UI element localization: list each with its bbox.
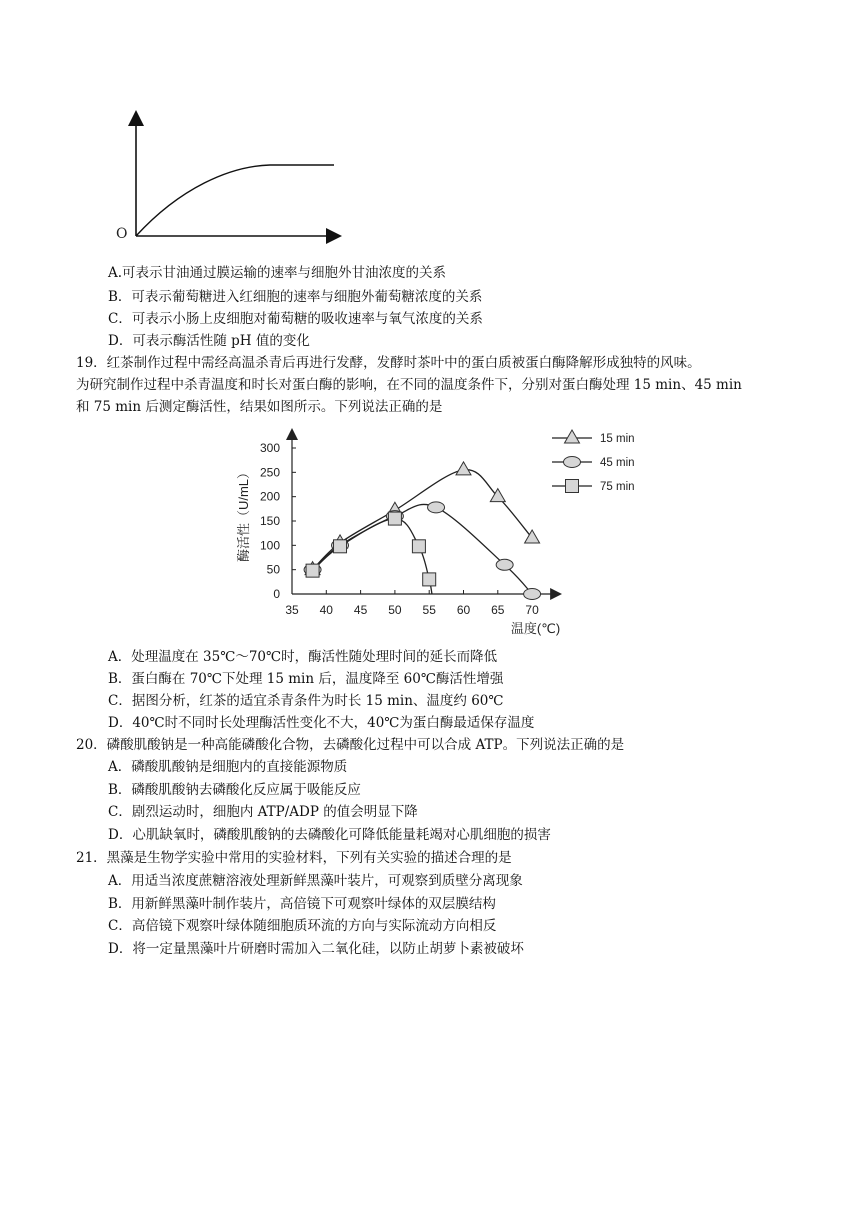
q19-stem-line-2: 为研究制作过程中杀青温度和时长对蛋白酶的影响，在不同的温度条件下，分别对蛋白酶处理 15 min、45 min: [76, 377, 742, 393]
x-tick-label: 65: [491, 603, 505, 617]
q21-option-b: B．用新鲜黑藻叶制作装片，高倍镜下可观察叶绿体的双层膜结构: [108, 896, 496, 912]
x-tick-label: 70: [525, 603, 539, 617]
x-tick-label: 40: [319, 603, 333, 617]
q20-option-a: A．磷酸肌酸钠是细胞内的直接能源物质: [108, 759, 348, 775]
x-tick-label: 35: [285, 603, 299, 617]
x-tick-label: 50: [388, 603, 402, 617]
q21-option-d: D．将一定量黑藻叶片研磨时需加入二氧化硅，以防止胡萝卜素被破坏: [108, 941, 524, 957]
data-point-ellipse: [428, 502, 445, 513]
q20-option-b: B．磷酸肌酸钠去磷酸化反应属于吸能反应: [108, 782, 361, 798]
q19-stem-line-1: 19．红茶制作过程中需经高温杀青后再进行发酵，发酵时茶叶中的蛋白质被蛋白酶降解形成独特的风味。: [76, 355, 701, 371]
enzyme-activity-chart: [230, 422, 670, 640]
legend-marker-triangle: [565, 430, 580, 443]
legend-label: 75 min: [600, 481, 635, 493]
x-tick-label: 60: [456, 603, 471, 617]
q19-option-a: A．处理温度在 35℃～70℃时，酶活性随处理时间的延长而降低: [108, 649, 498, 665]
q19-stem-line-3: 和 75 min 后测定酶活性，结果如图所示。下列说法正确的是: [76, 399, 443, 415]
q19-option-b: B．蛋白酶在 70℃下处理 15 min 后，温度降至 60℃酶活性增强: [108, 671, 504, 687]
data-point-square: [412, 540, 425, 553]
q21-stem: 21．黑藻是生物学实验中常用的实验材料，下列有关实验的描述合理的是: [76, 850, 512, 866]
legend-marker-square: [566, 480, 579, 493]
saturation-curve: [136, 165, 334, 236]
q19-option-d: D．40℃时不同时长处理酶活性变化不大，40℃为蛋白酶最适保存温度: [108, 715, 535, 731]
series-line-square: [313, 519, 432, 594]
saturation-curve-graph: [110, 110, 350, 245]
data-point-square: [423, 573, 436, 586]
legend-label: 45 min: [600, 457, 635, 469]
q20-stem: 20．磷酸肌酸钠是一种高能磷酸化合物，去磷酸化过程中可以合成 ATP。下列说法正确的是: [76, 737, 625, 753]
q18-option-a: A.可表示甘油通过膜运输的速率与细胞外甘油浓度的关系: [108, 265, 447, 281]
legend-marker-ellipse: [564, 457, 581, 468]
x-axis-label: 温度(℃): [510, 621, 561, 636]
y-tick-label: 200: [259, 489, 280, 504]
data-point-ellipse: [496, 559, 513, 570]
y-tick-label: 300: [259, 441, 280, 455]
y-tick-label: 250: [259, 465, 280, 480]
y-tick-label: 50: [266, 562, 280, 577]
data-point-triangle: [456, 462, 471, 475]
x-tick-label: 55: [422, 603, 436, 617]
origin-label: O: [116, 226, 128, 242]
q19-option-c: C．据图分析，红茶的适宜杀青条件为时长 15 min、温度约 60℃: [108, 693, 504, 709]
data-point-square: [306, 564, 319, 577]
x-tick-label: 45: [353, 603, 368, 617]
data-point-square: [388, 512, 401, 525]
q21-option-a: A．用适当浓度蔗糖溶液处理新鲜黑藻叶装片，可观察到质壁分离现象: [108, 873, 523, 889]
legend-label: 15 min: [600, 433, 635, 445]
data-point-ellipse: [524, 589, 541, 600]
q21-option-c: C．高倍镜下观察叶绿体随细胞质环流的方向与实际流动方向相反: [108, 918, 497, 934]
q20-option-c: C．剧烈运动时，细胞内 ATP/ADP 的值会明显下降: [108, 804, 418, 820]
q20-option-d: D．心肌缺氧时，磷酸肌酸钠的去磷酸化可降低能量耗竭对心肌细胞的损害: [108, 827, 551, 843]
y-axis-label: 酶活性（U/mL）: [236, 465, 251, 563]
data-point-square: [334, 540, 347, 553]
y-tick-label: 0: [273, 587, 280, 601]
y-tick-label: 100: [259, 538, 280, 553]
q18-option-b: B．可表示葡萄糖进入红细胞的速率与细胞外葡萄糖浓度的关系: [108, 289, 483, 305]
q18-option-c: C．可表示小肠上皮细胞对葡萄糖的吸收速率与氧气浓度的关系: [108, 311, 483, 327]
y-tick-label: 150: [259, 514, 280, 528]
q18-option-d: D．可表示酶活性随 pH 值的变化: [108, 333, 310, 349]
